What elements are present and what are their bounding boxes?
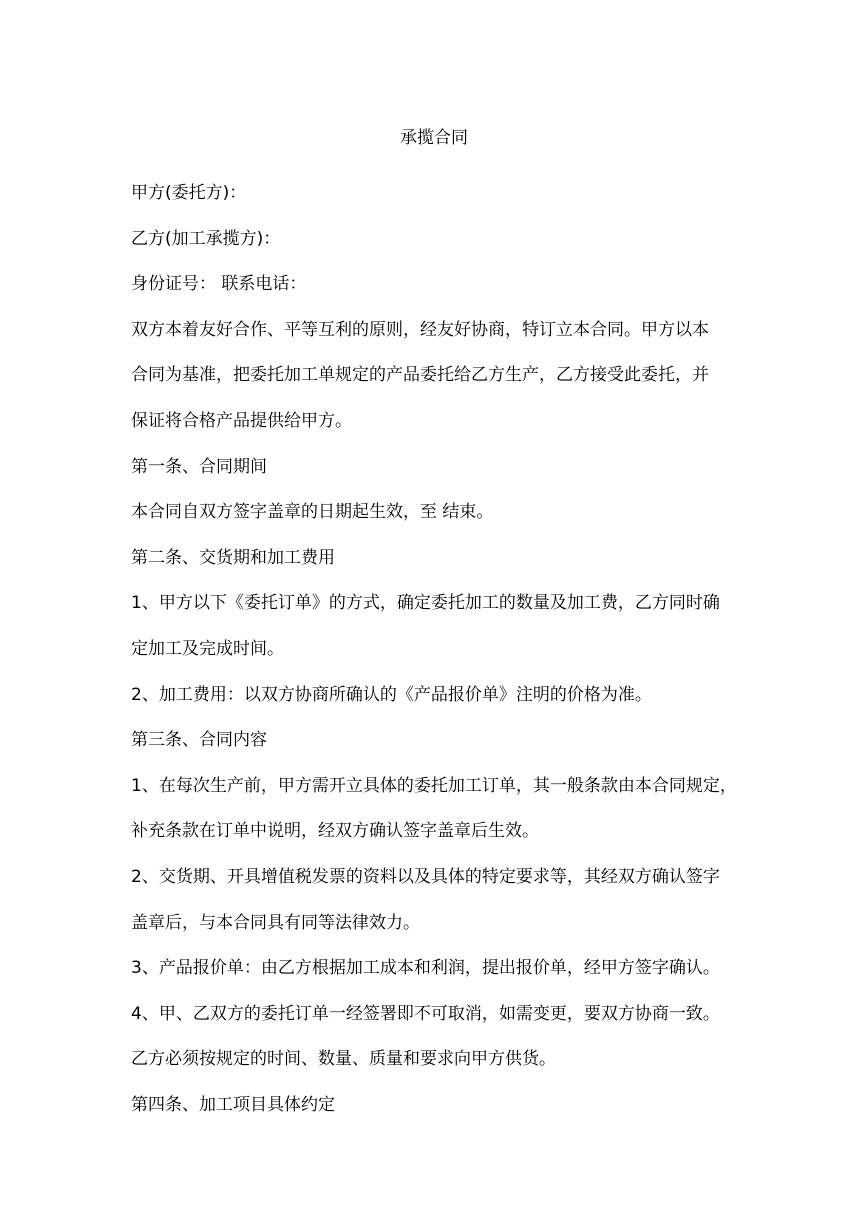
article-1-heading: 第一条、合同期间 [131, 456, 267, 477]
document-title: 承揽合同 [400, 128, 468, 148]
article-3-item-2-line-1: 2、交货期、开具增值税发票的资料以及具体的特定要求等，其经双方确认签字 [131, 866, 720, 887]
article-3-item-1-line-2: 补充条款在订单中说明，经双方确认签字盖章后生效。 [131, 821, 539, 842]
preamble-line-3: 保证将合格产品提供给甲方。 [131, 410, 352, 431]
id-phone-line: 身份证号： 联系电话： [131, 274, 307, 295]
article-2-item-1-line-2: 定加工及完成时间。 [131, 638, 284, 659]
article-3-heading: 第三条、合同内容 [131, 730, 267, 751]
article-3-item-3: 3、产品报价单：由乙方根据加工成本和利润，提出报价单，经甲方签字确认。 [131, 958, 720, 979]
document-body [131, 171, 761, 1128]
party-b-line: 乙方(加工承揽方)： [131, 228, 281, 249]
preamble-line-2: 合同为基准，把委托加工单规定的产品委托给乙方生产，乙方接受此委托，并 [131, 365, 709, 386]
article-4-heading: 第四条、加工项目具体约定 [131, 1094, 335, 1115]
preamble-line-1: 双方本着友好合作、平等互利的原则，经友好协商，特订立本合同。甲方以本 [131, 319, 709, 340]
article-3-item-4-line-1: 4、甲、乙双方的委托订单一经签署即不可取消，如需变更，要双方协商一致。 [131, 1003, 720, 1024]
article-3-item-4-line-2: 乙方必须按规定的时间、数量、质量和要求向甲方供货。 [131, 1049, 556, 1070]
article-3-item-2-line-2: 盖章后，与本合同具有同等法律效力。 [131, 912, 420, 933]
article-2-item-2: 2、加工费用：以双方协商所确认的《产品报价单》注明的价格为准。 [131, 684, 652, 705]
party-a-line: 甲方(委托方)： [131, 183, 247, 203]
article-2-heading: 第二条、交货期和加工费用 [131, 547, 335, 568]
article-2-item-1-line-1: 1、甲方以下《委托订单》的方式，确定委托加工的数量及加工费，乙方同时确 [131, 593, 720, 614]
article-3-item-1-line-1: 1、在每次生产前，甲方需开立具体的委托加工订单，其一般条款由本合同规定， [131, 775, 737, 796]
article-1-text: 本合同自双方签字盖章的日期起生效，至 结束。 [131, 502, 494, 523]
